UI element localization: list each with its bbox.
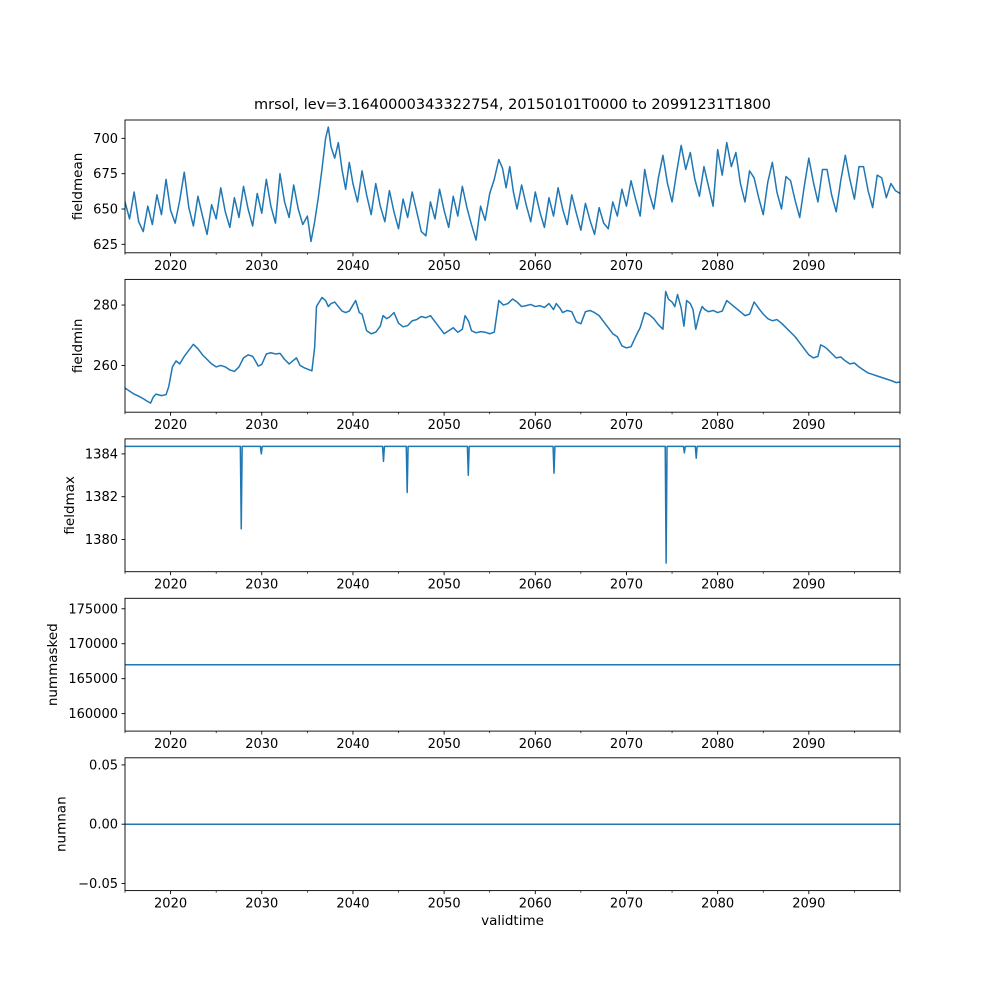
y-tick-label: 260 xyxy=(93,358,118,374)
x-tick-label: 2090 xyxy=(792,418,826,434)
x-tick-label: 2070 xyxy=(609,577,644,593)
y-tick-label: −0.05 xyxy=(78,876,118,892)
y-tick-label: 1382 xyxy=(84,490,118,506)
y-axis-label: fieldmin xyxy=(70,318,87,374)
x-tick-label: 2080 xyxy=(701,896,735,912)
y-axis-label: fieldmean xyxy=(70,152,87,221)
y-tick-label: 160000 xyxy=(68,707,118,723)
y-tick-label: 700 xyxy=(93,131,118,147)
x-tick-label: 2090 xyxy=(792,258,826,274)
x-tick-label: 2040 xyxy=(336,577,370,593)
x-tick-label: 2040 xyxy=(336,418,370,434)
chart-title: mrsol, lev=3.1640000343322754, 20150101T0000 to 20991231T1800 xyxy=(254,97,771,113)
y-tick-label: 625 xyxy=(93,237,118,253)
x-tick-label: 2040 xyxy=(336,896,370,912)
x-tick-label: 2050 xyxy=(427,418,461,434)
x-tick-label: 2070 xyxy=(609,418,644,434)
x-tick-label: 2050 xyxy=(427,258,461,274)
x-tick-label: 2030 xyxy=(245,737,279,753)
x-tick-label: 2020 xyxy=(154,258,188,274)
x-tick-label: 2090 xyxy=(792,737,826,753)
y-axis-label: fieldmax xyxy=(61,476,78,535)
x-tick-label: 2060 xyxy=(518,577,552,593)
x-tick-label: 2050 xyxy=(427,896,461,912)
x-tick-label: 2020 xyxy=(154,737,188,753)
x-tick-label: 2030 xyxy=(245,418,279,434)
x-tick-label: 2080 xyxy=(701,737,735,753)
x-tick-label: 2030 xyxy=(245,577,279,593)
y-tick-label: 675 xyxy=(93,167,118,183)
y-tick-label: 170000 xyxy=(68,637,118,653)
y-tick-label: 0.00 xyxy=(89,817,118,833)
y-axis-label: numnan xyxy=(53,796,70,853)
x-tick-label: 2060 xyxy=(518,258,552,274)
y-tick-label: 650 xyxy=(93,202,118,218)
y-axis-label: nummasked xyxy=(45,623,62,707)
x-tick-label: 2080 xyxy=(701,577,735,593)
x-tick-label: 2020 xyxy=(154,896,188,912)
x-tick-label: 2080 xyxy=(701,258,735,274)
x-tick-label: 2080 xyxy=(701,418,735,434)
x-tick-label: 2040 xyxy=(336,737,370,753)
y-tick-label: 1380 xyxy=(84,533,118,549)
x-tick-label: 2060 xyxy=(518,418,552,434)
x-tick-label: 2070 xyxy=(609,258,644,274)
x-tick-label: 2060 xyxy=(518,737,552,753)
x-tick-label: 2050 xyxy=(427,577,461,593)
x-tick-label: 2090 xyxy=(792,577,826,593)
x-tick-label: 2060 xyxy=(518,896,552,912)
x-tick-label: 2040 xyxy=(336,258,370,274)
x-tick-label: 2070 xyxy=(609,737,644,753)
x-tick-label: 2020 xyxy=(154,577,188,593)
y-tick-label: 280 xyxy=(93,298,118,314)
x-tick-label: 2020 xyxy=(154,418,188,434)
y-tick-label: 0.05 xyxy=(89,758,118,774)
x-tick-label: 2030 xyxy=(245,896,279,912)
y-tick-label: 1384 xyxy=(84,447,118,463)
x-tick-label: 2030 xyxy=(245,258,279,274)
x-tick-label: 2090 xyxy=(792,896,826,912)
x-tick-label: 2070 xyxy=(609,896,644,912)
y-tick-label: 165000 xyxy=(68,672,118,688)
x-axis-label: validtime xyxy=(481,913,544,930)
x-tick-label: 2050 xyxy=(427,737,461,753)
y-tick-label: 175000 xyxy=(68,602,118,618)
